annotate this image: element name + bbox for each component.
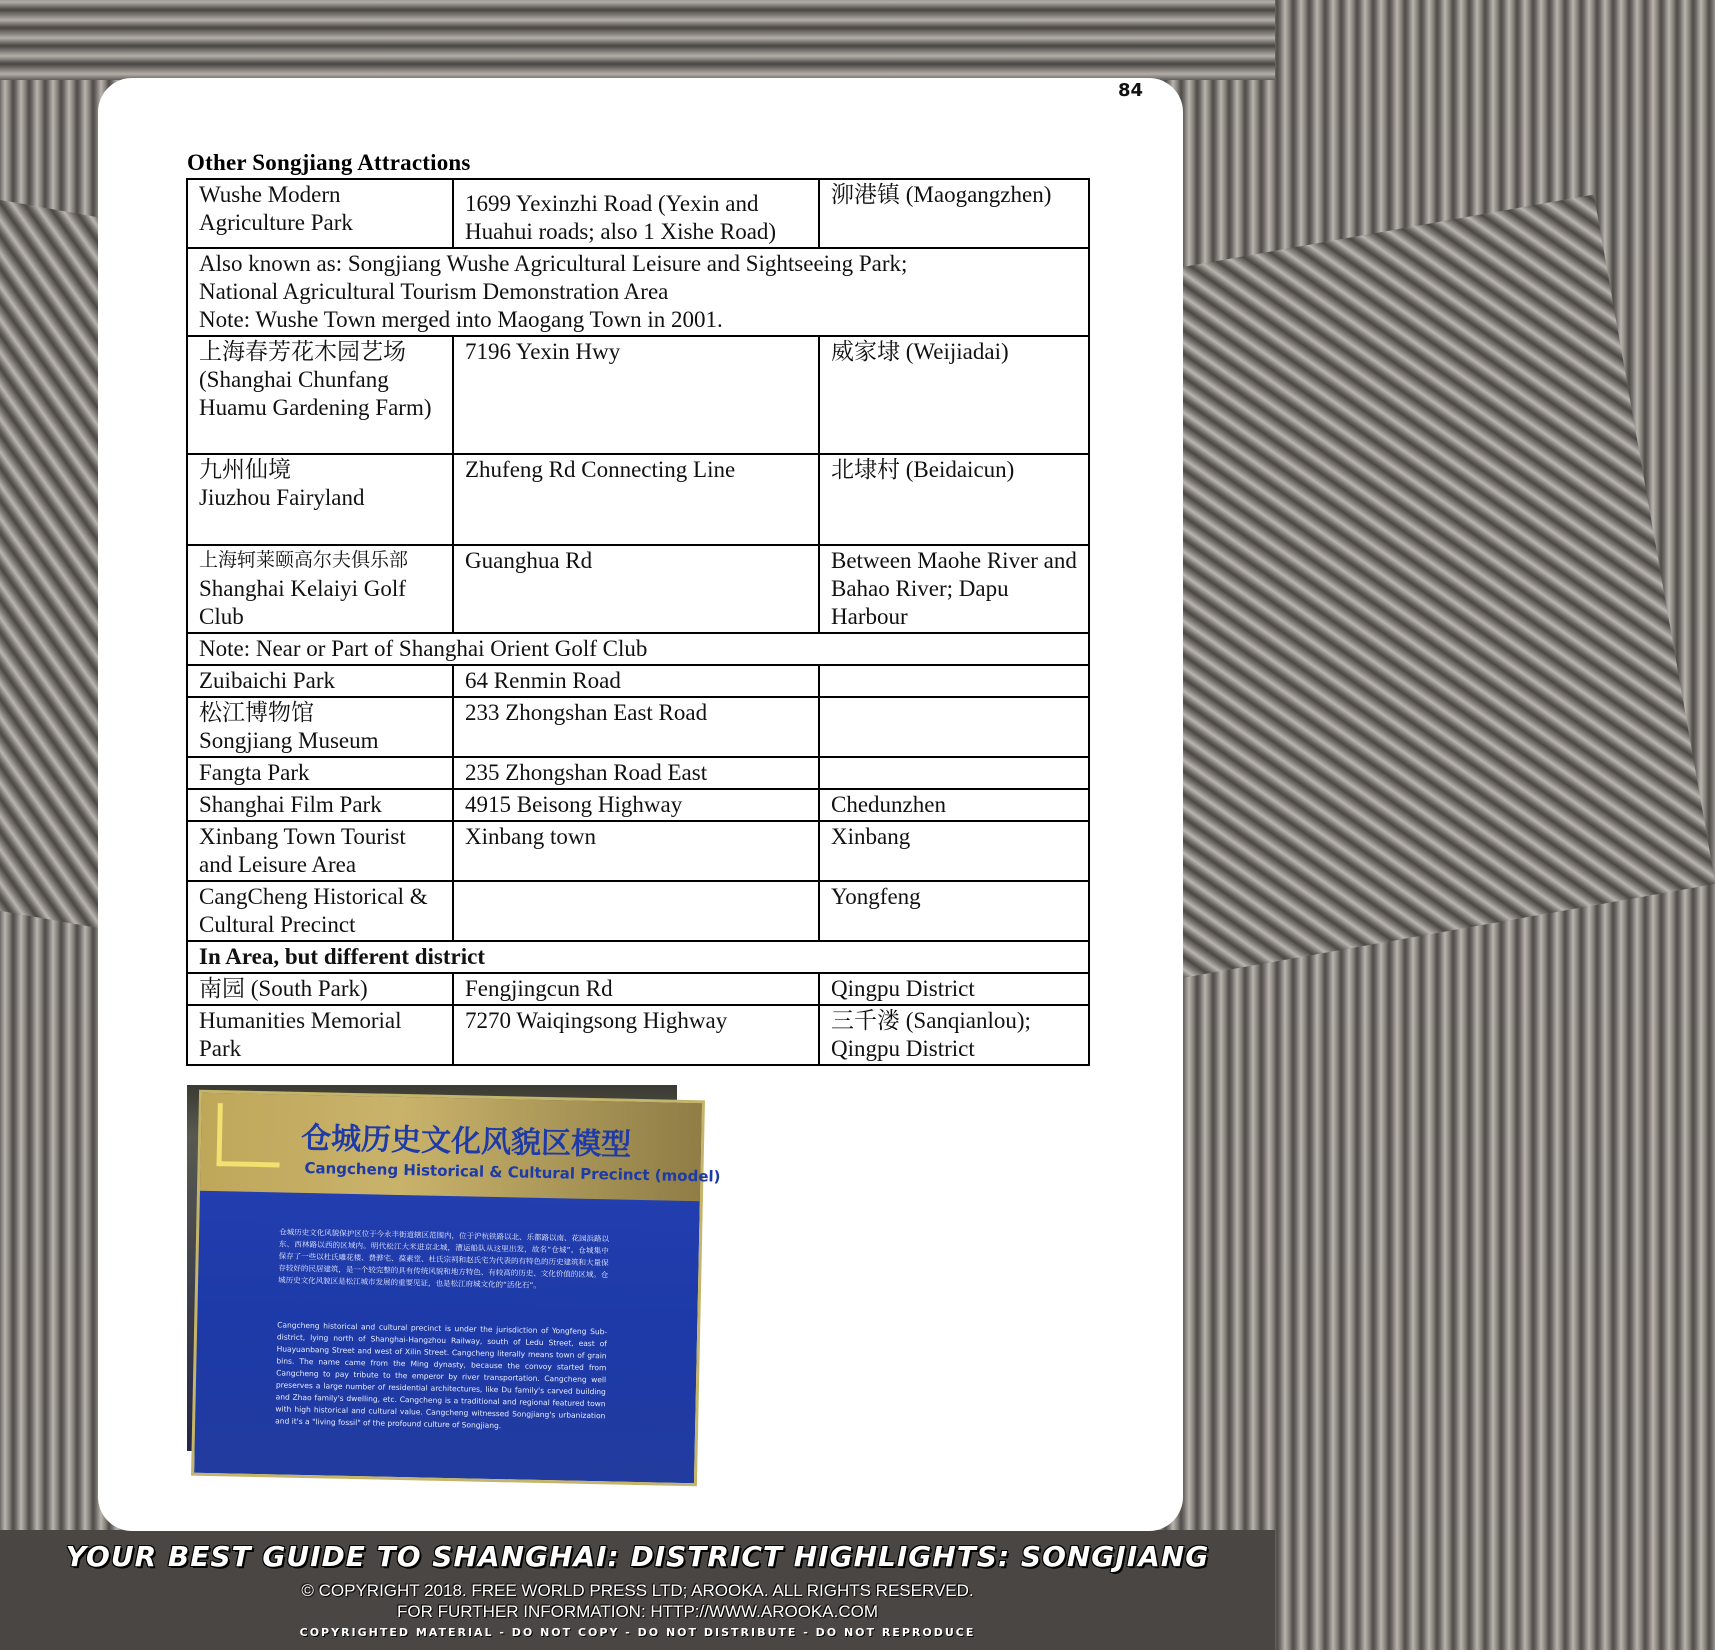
footer-info-link[interactable]: FOR FURTHER INFORMATION: HTTP://WWW.AROOKA.COM — [396, 1602, 878, 1621]
page-sheet — [98, 78, 1183, 1531]
attraction-name — [187, 454, 453, 545]
attraction-address: 4915 Beisong Highway — [453, 789, 819, 821]
attraction-address: Xinbang town — [453, 821, 819, 881]
attraction-name: Wushe Modern Agriculture Park — [187, 179, 453, 248]
footer-title: YOUR BEST GUIDE TO SHANGHAI: DISTRICT HIGHLIGHTS: SONGJIANG — [65, 1540, 1210, 1573]
attraction-address: Zhufeng Rd Connecting Line — [453, 454, 819, 545]
attraction-name: Humanities Memorial Park — [187, 1005, 453, 1065]
attraction-location: 泖港镇 (Maogangzhen) — [819, 179, 1089, 248]
attraction-address: Fengjingcun Rd — [453, 973, 819, 1005]
sign-text-zh: 仓城历史文化风貌保护区位于今永丰街道辖区范围内，位于沪杭铁路以北、乐都路以南、花园浜路以东、西林路以西的区域内。明代松江大米进京北城，漕运船队从这里出发，故名“仓城”。仓城集中保存了一些以杜氏雕花楼、费骅宅、葆素堂、杜氏宗祠和赵氏宅为代表的有特色的历史建筑和大量保存较好的民居建筑，是一个较完整的具有传统风貌和地方特色、有较高的历史、文化价值的区域。仓城历史文化风貌区是松江城市发展的重要见证，也是松江府城文化的“活化石”。 — [278, 1227, 610, 1290]
table-note-row — [187, 248, 1089, 336]
table-row — [187, 665, 1089, 697]
attraction-name: Zuibaichi Park — [187, 665, 453, 697]
section-title: Other Songjiang Attractions — [187, 150, 471, 175]
table-subheading: In Area, but different district — [187, 941, 1089, 973]
attraction-name: CangCheng Historical & Cultural Precinct — [187, 881, 453, 941]
attraction-name-en: Jiuzhou Fairyland — [199, 485, 365, 510]
table-note-row — [187, 633, 1089, 665]
attraction-address: 64 Renmin Road — [453, 665, 819, 697]
attraction-location — [819, 665, 1089, 697]
attraction-name — [187, 697, 453, 757]
attraction-address: 7196 Yexin Hwy — [453, 336, 819, 454]
attraction-name: Xinbang Town Tourist and Leisure Area — [187, 821, 453, 881]
table-row — [187, 789, 1089, 821]
background-band-top — [0, 0, 1275, 80]
attraction-name-zh: 松江博物馆 — [199, 700, 314, 725]
table-row — [187, 1005, 1089, 1065]
attraction-location: Xinbang — [819, 821, 1089, 881]
sign-board — [191, 1090, 721, 1487]
sign-title-en: Cangcheng Historical & Cultural Precinct (model) — [304, 1158, 721, 1186]
attraction-address — [453, 881, 819, 941]
attraction-location: 北埭村 (Beidaicun) — [819, 454, 1089, 545]
table-heading-row — [187, 941, 1089, 973]
attraction-address: Guanghua Rd — [453, 545, 819, 633]
sign-text-en: Cangcheng historical and cultural precinct is under the jurisdiction of Yongfeng Sub-district, lying north of Shanghai-Hangzhou Railway, south of Ledu Street, east of Huayuanbang Street and west of Xilin Street. Cangcheng literally means town of grain bins. The name came from the Ming dynasty, because the convoy started from Cangcheng to pay tribute to the emperor by river transportation. Cangcheng well preserves a large number of residential architectures, like Du family's carved building and Zhao family's dwelling, etc. Cangcheng is a traditional and regional featured town with high historical and cultural value. Cangcheng witnessed Songjiang's urbanization and it's a "living fossil" of the profound culture of Songjiang. — [275, 1320, 608, 1431]
note-line: Note: Wushe Town merged into Maogang Town in 2001. — [199, 307, 723, 332]
note-line: National Agricultural Tourism Demonstration Area — [199, 279, 669, 304]
attractions-table — [186, 178, 1090, 1066]
table-row — [187, 821, 1089, 881]
footer-copyright: © COPYRIGHT 2018. FREE WORLD PRESS LTD; AROOKA. ALL RIGHTS RESERVED. — [301, 1581, 974, 1600]
attraction-location: 三千溇 (Sanqianlou); Qingpu District — [819, 1005, 1089, 1065]
note-line: Also known as: Songjiang Wushe Agricultural Leisure and Sightseeing Park; — [199, 251, 908, 276]
attraction-name-en: Shanghai Kelaiyi Golf Club — [199, 576, 406, 629]
table-row — [187, 454, 1089, 545]
attraction-name: Shanghai Film Park — [187, 789, 453, 821]
table-row — [187, 179, 1089, 248]
table-row — [187, 336, 1089, 454]
attraction-location — [819, 757, 1089, 789]
attraction-name — [187, 545, 453, 633]
attraction-location: Between Maohe River and Bahao River; Dapu Harbour — [819, 545, 1089, 633]
attraction-address: 235 Zhongshan Road East — [453, 757, 819, 789]
attraction-address: 7270 Waiqingsong Highway — [453, 1005, 819, 1065]
attraction-location: 威家埭 (Weijiadai) — [819, 336, 1089, 454]
table-row — [187, 881, 1089, 941]
note-cell: Note: Near or Part of Shanghai Orient Golf Club — [187, 633, 1089, 665]
attraction-name-zh: 上海轲莱颐高尔夫俱乐部 — [199, 550, 409, 571]
attraction-name-en: Songjiang Museum — [199, 728, 379, 753]
table-row — [187, 697, 1089, 757]
sign-title-zh: 仓城历史文化风貌区模型 — [300, 1120, 632, 1163]
table-row — [187, 545, 1089, 633]
footer-warning: COPYRIGHTED MATERIAL - DO NOT COPY - DO NOT DISTRIBUTE - DO NOT REPRODUCE — [299, 1626, 976, 1639]
note-cell — [187, 248, 1089, 336]
attraction-name-zh: 九州仙境 — [199, 457, 291, 482]
attraction-name: Fangta Park — [187, 757, 453, 789]
attraction-address: 233 Zhongshan East Road — [453, 697, 819, 757]
arrow-icon — [217, 1103, 281, 1167]
table-row — [187, 973, 1089, 1005]
cangcheng-sign-photo — [187, 1085, 721, 1451]
table-row — [187, 757, 1089, 789]
sign-header — [200, 1093, 721, 1201]
attraction-name: 南园 (South Park) — [187, 973, 453, 1005]
attraction-location: Qingpu District — [819, 973, 1089, 1005]
attraction-location: Chedunzhen — [819, 789, 1089, 821]
attraction-location: Yongfeng — [819, 881, 1089, 941]
attraction-name: 上海春芳花木园艺场 (Shanghai Chunfang Huamu Gardening Farm) — [187, 336, 453, 454]
page-number: 84 — [1117, 80, 1143, 101]
attraction-address: 1699 Yexinzhi Road (Yexin and Huahui roads; also 1 Xishe Road) — [453, 179, 819, 248]
attraction-location — [819, 697, 1089, 757]
